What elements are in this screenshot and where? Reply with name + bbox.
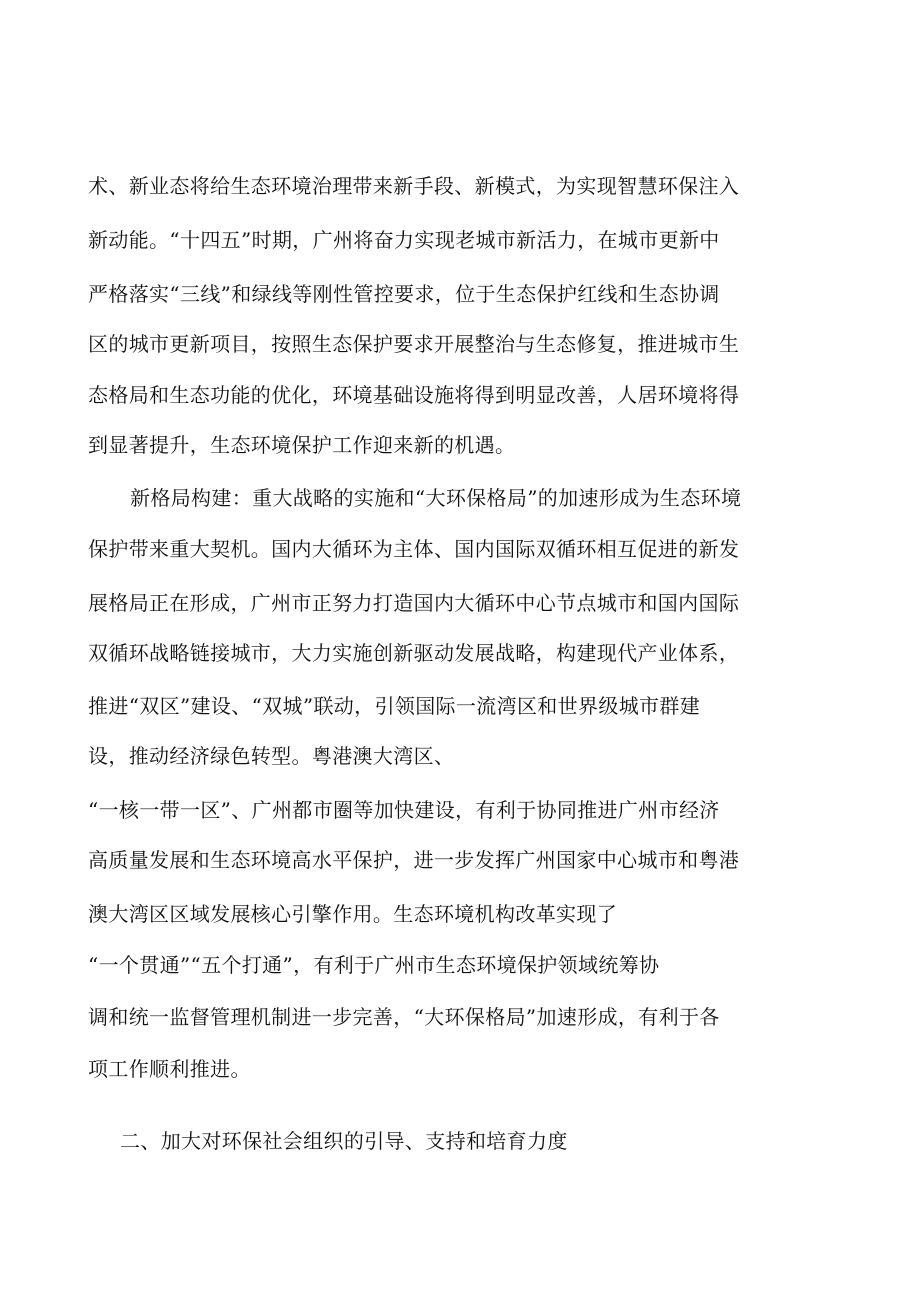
paragraph-1-line-4: 区的城市更新项目，按照生态保护要求开展整治与生态修复，推进城市生 [88,332,740,356]
paragraph-2-line-5: 推进“双区”建设、“双城”联动，引领国际一流湾区和世界级城市群建 [88,694,701,718]
paragraph-1-line-6: 到显著提升，生态环境保护工作迎来新的机遇。 [88,433,516,457]
paragraph-2-line-8: 高质量发展和生态环境高水平保护，进一步发挥广州国家中心城市和粤港 [88,848,740,872]
paragraph-2-line-3: 展格局正在形成，广州市正努力打造国内大循环中心节点城市和国内国际 [88,591,740,615]
paragraph-1-line-1: 术、新业态将给生态环境治理带来新手段、新模式，为实现智慧环保注入 [88,174,740,198]
paragraph-2-line-2: 保护带来重大契机。国内大循环为主体、国内国际双循环相互促进的新发 [88,537,740,561]
paragraph-2-line-11: 调和统一监督管理机制进一步完善，“大环保格局”加速形成，有利于各 [88,1005,720,1029]
paragraph-2-line-12: 项工作顺利推进。 [88,1057,251,1081]
paragraph-2-line-1: 新格局构建：重大战略的实施和“大环保格局”的加速形成为生态环境 [130,486,742,510]
paragraph-2-line-6: 设，推动经济绿色转型。粤港澳大湾区、 [88,744,455,768]
paragraph-1-line-2: 新动能。“十四五”时期，广州将奋力实现老城市新活力，在城市更新中 [88,228,720,252]
paragraph-1-line-3: 严格落实“三线”和绿线等刚性管控要求，位于生态保护红线和生态协调 [88,282,720,306]
paragraph-2-line-7: “一核一带一区”、广州都市圈等加快建设，有利于协同推进广州市经济 [88,798,720,822]
paragraph-2-line-10: “一个贯通”“五个打通”，有利于广州市生态环境保护领域统筹协 [88,953,660,977]
paragraph-2-line-4: 双循环战略链接城市，大力实施创新驱动发展战略，构建现代产业体系， [88,641,740,665]
section-heading: 二、加大对环保社会组织的引导、支持和培育力度 [120,1129,568,1153]
paragraph-2-line-9: 澳大湾区区域发展核心引擎作用。生态环境机构改革实现了 [88,902,618,926]
paragraph-1-line-5: 态格局和生态功能的优化，环境基础设施将得到明显改善，人居环境将得 [88,383,740,407]
